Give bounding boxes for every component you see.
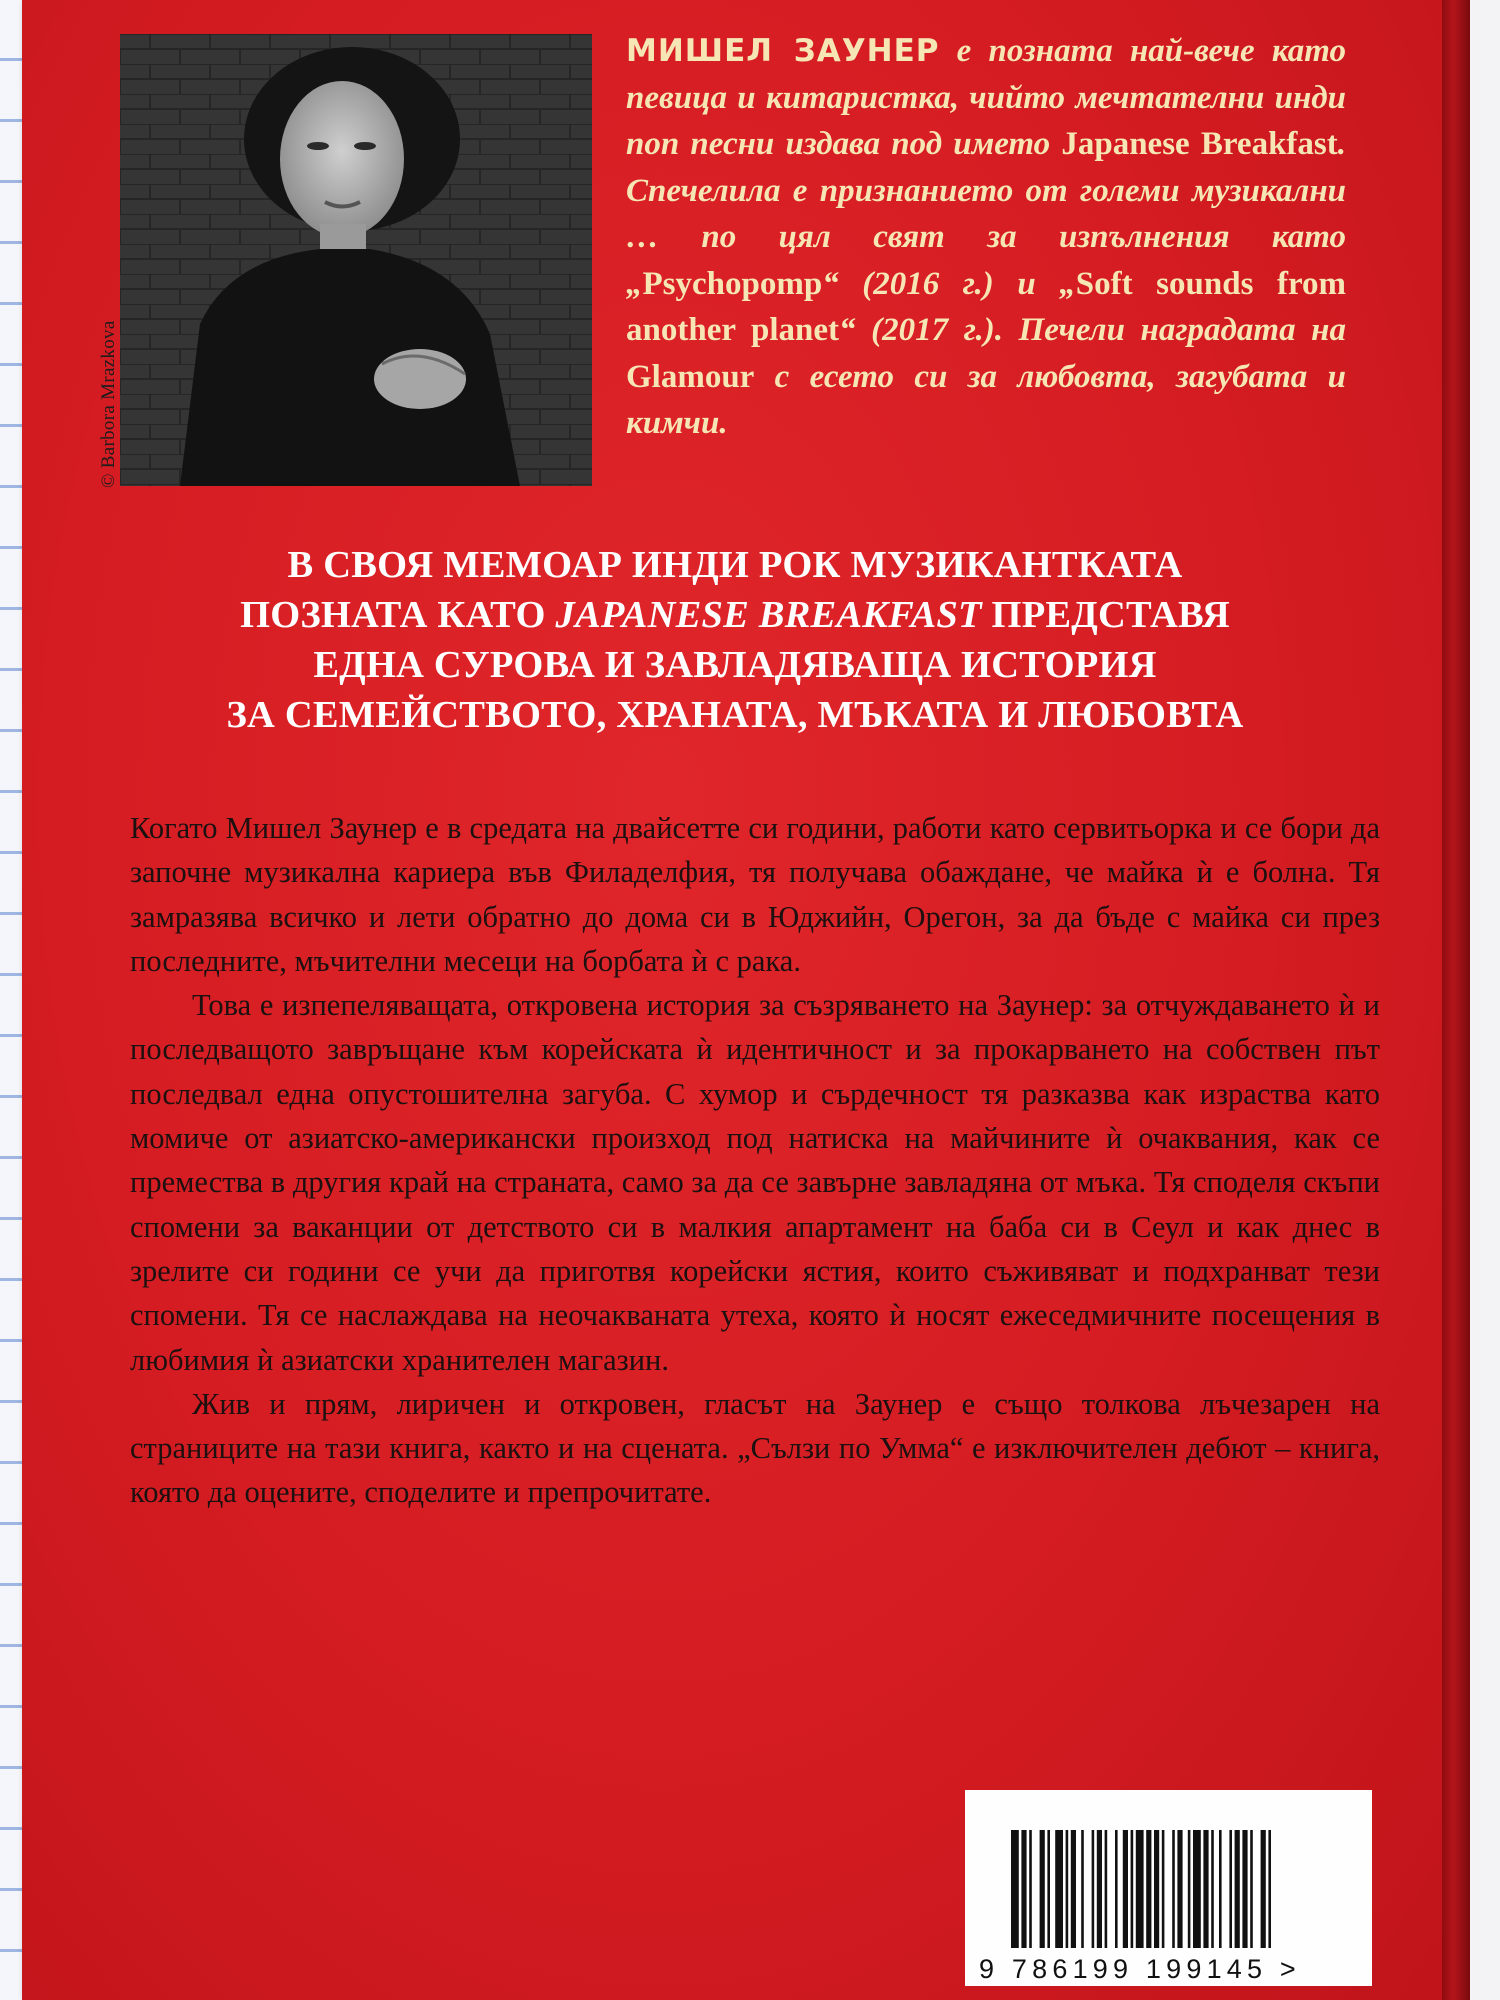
barcode-bar (1172, 1830, 1175, 1948)
barcode-bar (1047, 1830, 1050, 1948)
album-title: Soft sounds from another planet (626, 265, 1347, 348)
barcode-bar (1219, 1830, 1222, 1948)
barcode-label (965, 1790, 1372, 1986)
description (130, 806, 1380, 1515)
photo-credit: © Barbora Mrazkova (98, 320, 119, 488)
barcode-bar (1261, 1830, 1266, 1948)
barcode-bar (1115, 1830, 1118, 1948)
cover-spine-edge (1442, 0, 1470, 2000)
author-photo (120, 34, 592, 486)
barcode-bar (1235, 1830, 1240, 1948)
barcode-bar (1177, 1830, 1182, 1948)
barcode-bar (1242, 1830, 1247, 1948)
barcode-bar (1040, 1830, 1045, 1948)
song-title: Psychopomp (642, 265, 823, 302)
barcode-bar (1011, 1830, 1019, 1948)
barcode-bar (1066, 1830, 1069, 1948)
headline-line (120, 590, 1350, 640)
band-name: Japanese Breakfast (1061, 126, 1338, 162)
barcode-bar (1203, 1830, 1208, 1948)
barcode-bar (1136, 1830, 1144, 1948)
barcode-bar (1268, 1830, 1271, 1948)
isbn-number: 9 786199 199145 > (979, 1954, 1301, 1984)
headline (120, 540, 1350, 740)
barcode-bar (1250, 1830, 1253, 1948)
barcode-bar (1211, 1830, 1214, 1948)
barcode-bar (1021, 1830, 1026, 1948)
headline-line: ЗА СЕМЕЙСТВОТО, ХРАНАТА, МЪКАТА И ЛЮБОВТА (226, 694, 1244, 736)
barcode-bar (1081, 1830, 1084, 1948)
award-name: Glamour (626, 358, 755, 395)
barcode-bar (1029, 1830, 1032, 1948)
description-paragraph: Жив и прям, лиричен и откровен, гласът на Заунер е също толкова лъчезарен на страниците на тази книга, както и на сцената. „Сълзи по Умма“ е изключителен дебют – книга, която да оцените, споделите и препрочитате. (130, 1386, 1380, 1510)
barcode-bar (1154, 1830, 1159, 1948)
author-bio (626, 28, 1346, 447)
bio-text: с есето си за любовта, загубата и кимчи. (626, 358, 1346, 441)
bio-text: е позната най-вече като певица и китаристка, чийто мечтателни инди поп песни издава под името (626, 33, 1346, 162)
barcode-bar (1097, 1830, 1102, 1948)
barcode-bar (1071, 1830, 1076, 1948)
barcode-bar (1105, 1830, 1108, 1948)
barcode-bar (1188, 1830, 1191, 1948)
author-name: МИШЕЛ ЗАУНЕР (626, 33, 940, 69)
headline-band-name: JAPANESE BREAKFAST (555, 594, 982, 636)
description-paragraph: Когато Мишел Заунер е в средата на двайсетте си години, работи като сервитьорка и се бори да започне музикална кариера във Филаделфия, тя получава обаждане, че майка ѝ е болна. Тя замразява всичко и лети обратно до дома си в Юджийн, Орегон, за да бъде с майка си през последните, мъчителни месеци на борбата ѝ с рака. (130, 811, 1380, 978)
headline-text: ПРЕДСТАВЯ (981, 594, 1230, 636)
barcode-bar (1055, 1830, 1063, 1948)
barcode-bar (1092, 1830, 1095, 1948)
barcode-bar (1131, 1830, 1134, 1948)
bio-text: . Спечелила е признанието от големи музикални … по цял свят за изпълнения като „ (626, 126, 1346, 302)
barcode-bar (1123, 1830, 1128, 1948)
headline-line: ЕДНА СУРОВА И ЗАВЛАДЯВАЩА ИСТОРИЯ (313, 644, 1157, 686)
barcode-bar (1146, 1830, 1151, 1948)
bio-text: “ (2017 г.). Печели наградата на (839, 312, 1347, 348)
headline-text: ПОЗНАТА КАТО (240, 594, 556, 636)
bio-text: “ (2016 г.) и „ (822, 265, 1076, 302)
barcode-bar (1193, 1830, 1201, 1948)
barcode-bar (1162, 1830, 1165, 1948)
headline-line: В СВОЯ МЕМОАР ИНДИ РОК МУЗИКАНТКАТА (287, 544, 1183, 586)
description-paragraph: Това е изпепеляващата, откровена история за съзряването на Заунер: за отчуждаването ѝ и последващото завръщане към корейската ѝ идентичност и за прокарването на собствен път последвал една опустошителна загуба. С хумор и сърдечност тя разказва как израства като момиче от азиатско-американски произход под натиска на майчините ѝ очаквания, как се премества в другия край на страната, само за да се завърне завладяна от мъка. Тя споделя скъпи спомени за ваканции от детството си в малкия апартамент на баба си в Сеул и как днес в зрелите си години се учи да приготвя корейски ястия, които съживяват и подхранват тези спомени. Тя се наслаждава на неочакваната утеха, която ѝ носят ежеседмичните посещения в любимия ѝ азиатски хранителен магазин. (130, 988, 1380, 1377)
barcode-bar (1229, 1830, 1232, 1948)
